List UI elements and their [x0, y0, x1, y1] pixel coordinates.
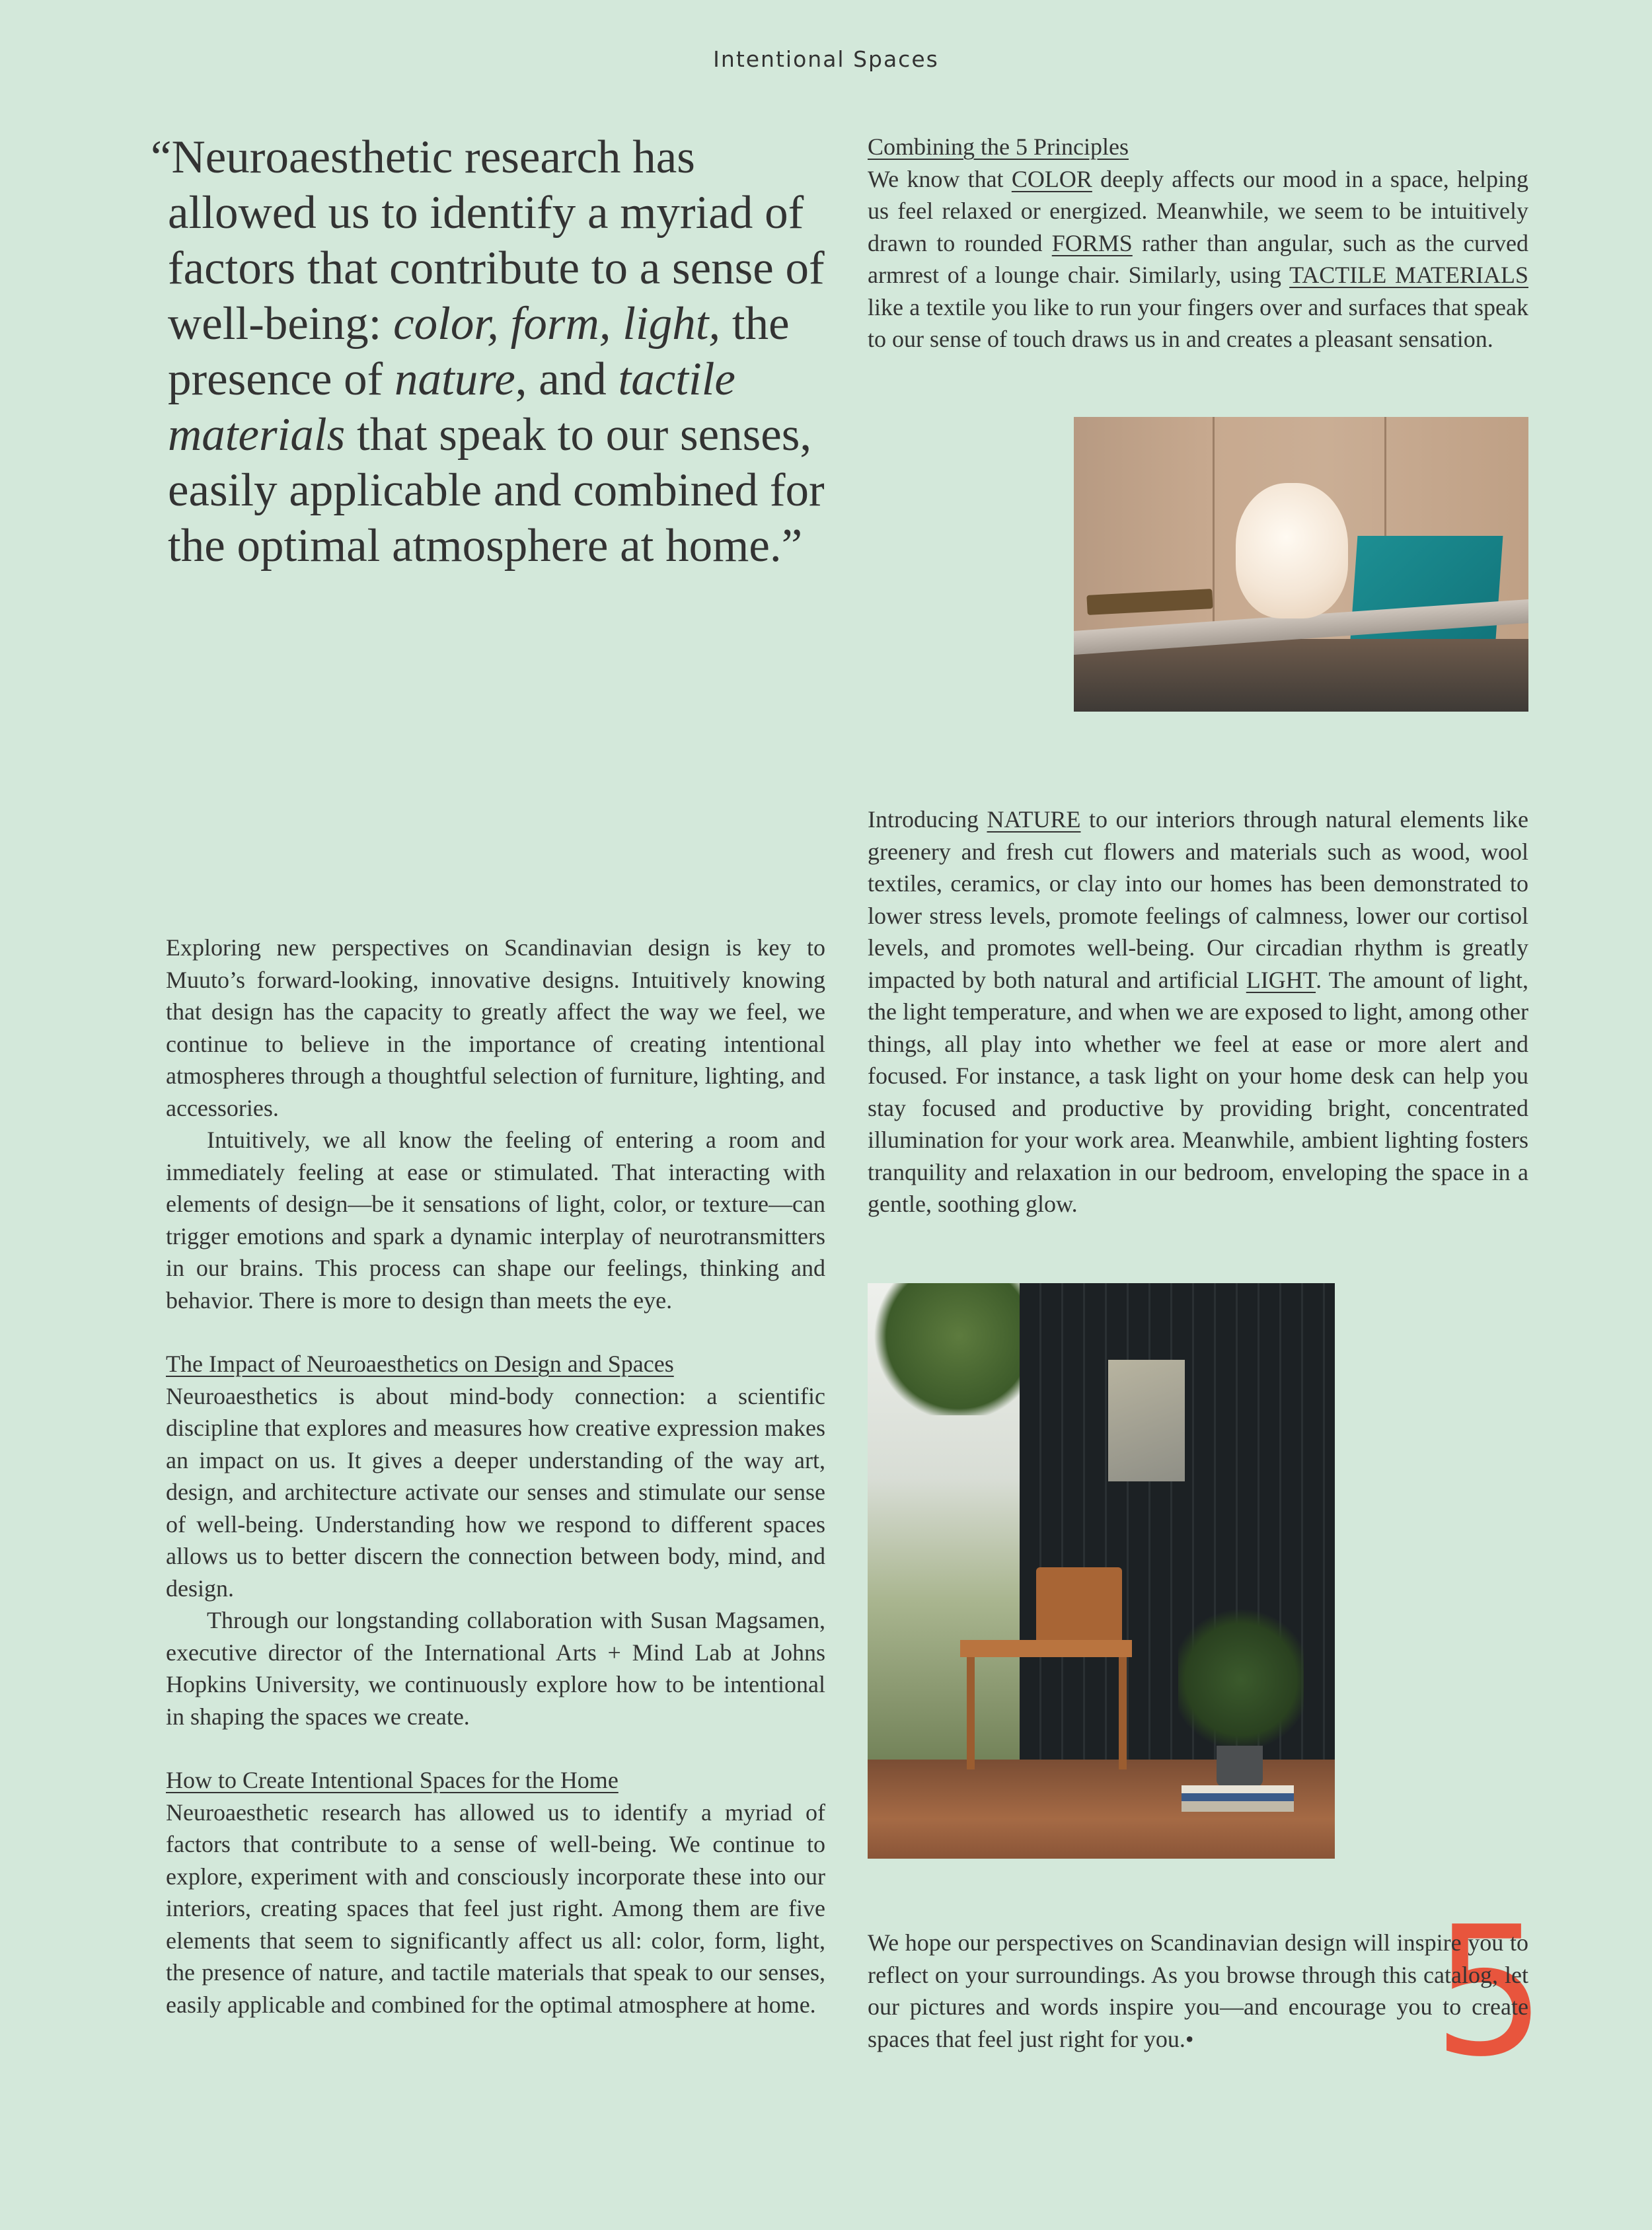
quote-text: that speak to our senses, easily applicable and combined for the optimal atmosphere at home.	[168, 409, 825, 572]
keyword-nature: NATURE	[987, 806, 1081, 833]
quote-open-mark: “	[151, 131, 172, 183]
impact-paragraph-1: Neuroaesthetics is about mind-body connection: a scientific discipline that explores and measures how creative expression makes an impact on us. It gives a deeper understanding of the way art, design, and architecture activate our senses and stimulate our sense of well-being. Understanding how we respond to different spaces allows us to better discern the connection between body, mind, and design.	[166, 1382, 825, 1602]
wall-frame	[1108, 1360, 1185, 1481]
closing-section	[868, 1927, 1528, 2055]
intro-paragraph-2: Intuitively, we all know the feeling of entering a room and immediately feeling at ease or stimulated. That interacting with elements of design—be it sensations of light, color, or texture—can trigger emotions and spark a dynamic interplay of neurotransmitters in our brains. This process can shape our feelings, thinking and behavior. There is more to design than meets the eye.	[166, 1127, 825, 1314]
potted-plant	[1178, 1600, 1304, 1759]
pull-quote	[151, 130, 851, 574]
bench-photo	[868, 1283, 1335, 1859]
lamp-photo	[1074, 417, 1528, 712]
quote-text: , and	[515, 353, 619, 405]
impact-heading: The Impact of Neuroaesthetics on Design and Spaces	[166, 1351, 674, 1377]
closing-paragraph: We hope our perspectives on Scandinavian design will inspire you to reflect on your surroundings. As you browse through this catalog, let our pictures and words inspire you—and encourage you to create spaces that feel just right for you.•	[868, 1929, 1528, 2052]
nature-paragraph: Introducing NATURE to our interiors through natural elements like greenery and fresh cut flowers and materials such as wood, wool textiles, ceramics, or clay into our homes has been demonstrated to lower stress levels, promote feelings of calmness, lower our cortisol levels, and promotes well-being. Our circadian rhythm is greatly impacted by both natural and artificial LIGHT. The amount of light, the light temperature, and when we are exposed to light, among other things, all play into whether we feel at ease or more alert and focused. For instance, a task light on your home desk can help you stay focused and productive by providing bright, concentrated illumination for your work area. Meanwhile, ambient lighting fosters tranquility and relaxation in our bedroom, enveloping the space in a gentle, soothing glow.	[868, 806, 1529, 1217]
keyword-light: LIGHT	[1246, 966, 1316, 993]
main-article	[166, 932, 825, 2021]
quote-italic: tactile materials	[168, 353, 735, 461]
running-head: Intentional Spaces	[713, 46, 939, 72]
quote-italic: nature	[394, 353, 515, 405]
combining-paragraph: We know that COLOR deeply affects our mood in a space, helping us feel relaxed or energized. Meanwhile, we seem to be intuitively drawn to rounded FORMS rather than angular, such as the curved armrest of a lounge chair. Similarly, using TACTILE MATERIALS like a textile you like to run your fingers over and surfaces that speak to our sense of touch draws us in and creates a pleasant sensation.	[868, 165, 1529, 352]
page-number: 5	[1433, 1888, 1546, 2096]
impact-paragraph-2: Through our longstanding collaboration with Susan Magsamen, executive director of the International Arts + Mind Lab at Johns Hopkins University, we continuously explore how to be intentional in shaping the spaces we create.	[166, 1607, 825, 1730]
quote-text: Neuroaesthetic research has allowed us to identify a myriad of factors that contribute to a sense of well-being:	[168, 131, 825, 350]
keyword-forms: FORMS	[1051, 229, 1133, 256]
wooden-bench	[960, 1640, 1132, 1657]
howto-paragraph: Neuroaesthetic research has allowed us to identify a myriad of factors that contribute to a sense of well-being. We continue to explore, experiment with and consciously incorporate these into our interiors, creating spaces that feel just right. Among them are five elements that seem to significantly affect us all: color, form, light, the presence of nature, and tactile materials that speak to our senses, easily applicable and combined for the optimal atmosphere at home.	[166, 1799, 825, 2018]
combining-heading: Combining the 5 Principles	[868, 133, 1129, 160]
keyword-tactile-materials: TACTILE MATERIALS	[1289, 262, 1528, 288]
howto-heading: How to Create Intentional Spaces for the Home	[166, 1767, 619, 1793]
quote-italic: color, form, light,	[393, 298, 721, 350]
keyword-color: COLOR	[1011, 165, 1092, 192]
quote-text: the presence of	[168, 298, 790, 405]
intro-paragraph-1: Exploring new perspectives on Scandinavian design is key to Muuto’s forward-looking, innovative designs. Intuitively knowing that design has the capacity to greatly affect the way we feel, we continue to believe in the importance of creating intentional atmospheres through a thoughtful selection of furniture, lighting, and accessories.	[166, 934, 825, 1121]
combining-section	[868, 131, 1528, 355]
table-lamp	[1236, 483, 1348, 618]
end-mark: •	[1185, 2025, 1194, 2052]
quote-close-mark: ”	[781, 520, 803, 572]
nature-light-section	[868, 803, 1528, 1220]
